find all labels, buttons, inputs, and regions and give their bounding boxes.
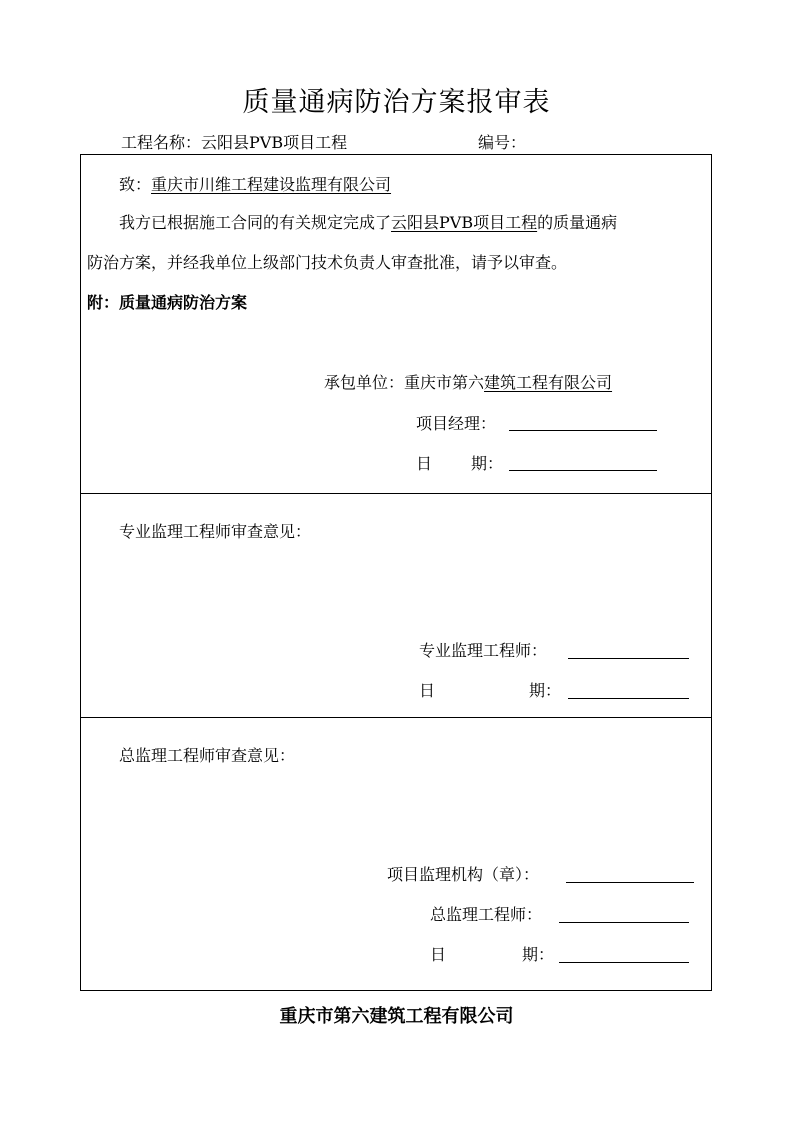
date-label-end: 期： (529, 681, 562, 700)
date-label-start: 日 (430, 945, 447, 964)
chief-engineer-signature-line[interactable] (559, 922, 689, 923)
chief-date-signature-line[interactable] (559, 962, 689, 963)
recipient-value: 重庆市川维工程建设监理有限公司 (151, 175, 392, 194)
supervision-org-seal-line[interactable] (566, 882, 694, 883)
project-name: 云阳县PVB项目工程 (201, 133, 348, 152)
project-name-row (121, 130, 347, 153)
contractor-row (324, 370, 612, 393)
form-number-label: 编号： (478, 133, 527, 152)
project-label: 工程名称： (121, 133, 202, 152)
body-text: 的质量通病 (537, 213, 618, 232)
contractor-name-underlined: 建筑工程有限公司 (484, 373, 613, 392)
manager-signature-line[interactable] (509, 430, 657, 431)
submission-section (81, 155, 711, 494)
chief-review-section (81, 718, 711, 990)
attachment-label: 附：质量通病防治方案 (87, 293, 248, 312)
manager-label: 项目经理： (416, 414, 497, 433)
contractor-label: 承包单位： (324, 373, 405, 392)
contractor-name: 重庆市第六 (404, 373, 485, 392)
specialist-date-signature-line[interactable] (568, 698, 689, 699)
date-label-end: 期： (471, 454, 504, 473)
form-title: 质量通病防治方案报审表 (242, 87, 551, 118)
body-text: 我方已根据施工合同的有关规定完成了 (119, 213, 392, 232)
specialist-engineer-label: 专业监理工程师： (419, 641, 548, 660)
specialist-review-section (81, 494, 711, 718)
date-signature-line[interactable] (509, 470, 657, 471)
body-project-name: 云阳县PVB项目工程 (391, 213, 538, 232)
date-label-end: 期： (522, 945, 555, 964)
form-table (80, 154, 712, 991)
body-line-2: 防治方案，并经我单位上级部门技术负责人审查批准，请予以审查。 (87, 253, 568, 272)
chief-engineer-label: 总监理工程师： (430, 905, 543, 924)
recipient-label: 致： (119, 175, 152, 194)
supervision-org-label: 项目监理机构（章）： (387, 865, 540, 884)
recipient-row (119, 172, 391, 195)
body-line-1 (119, 210, 617, 233)
chief-opinion-label: 总监理工程师审查意见： (119, 746, 296, 765)
specialist-opinion-label: 专业监理工程师审查意见： (119, 522, 312, 541)
specialist-engineer-signature-line[interactable] (568, 658, 689, 659)
company-footer: 重庆市第六建筑工程有限公司 (279, 1006, 514, 1027)
date-label-start: 日 (416, 454, 433, 473)
date-label-start: 日 (419, 681, 436, 700)
